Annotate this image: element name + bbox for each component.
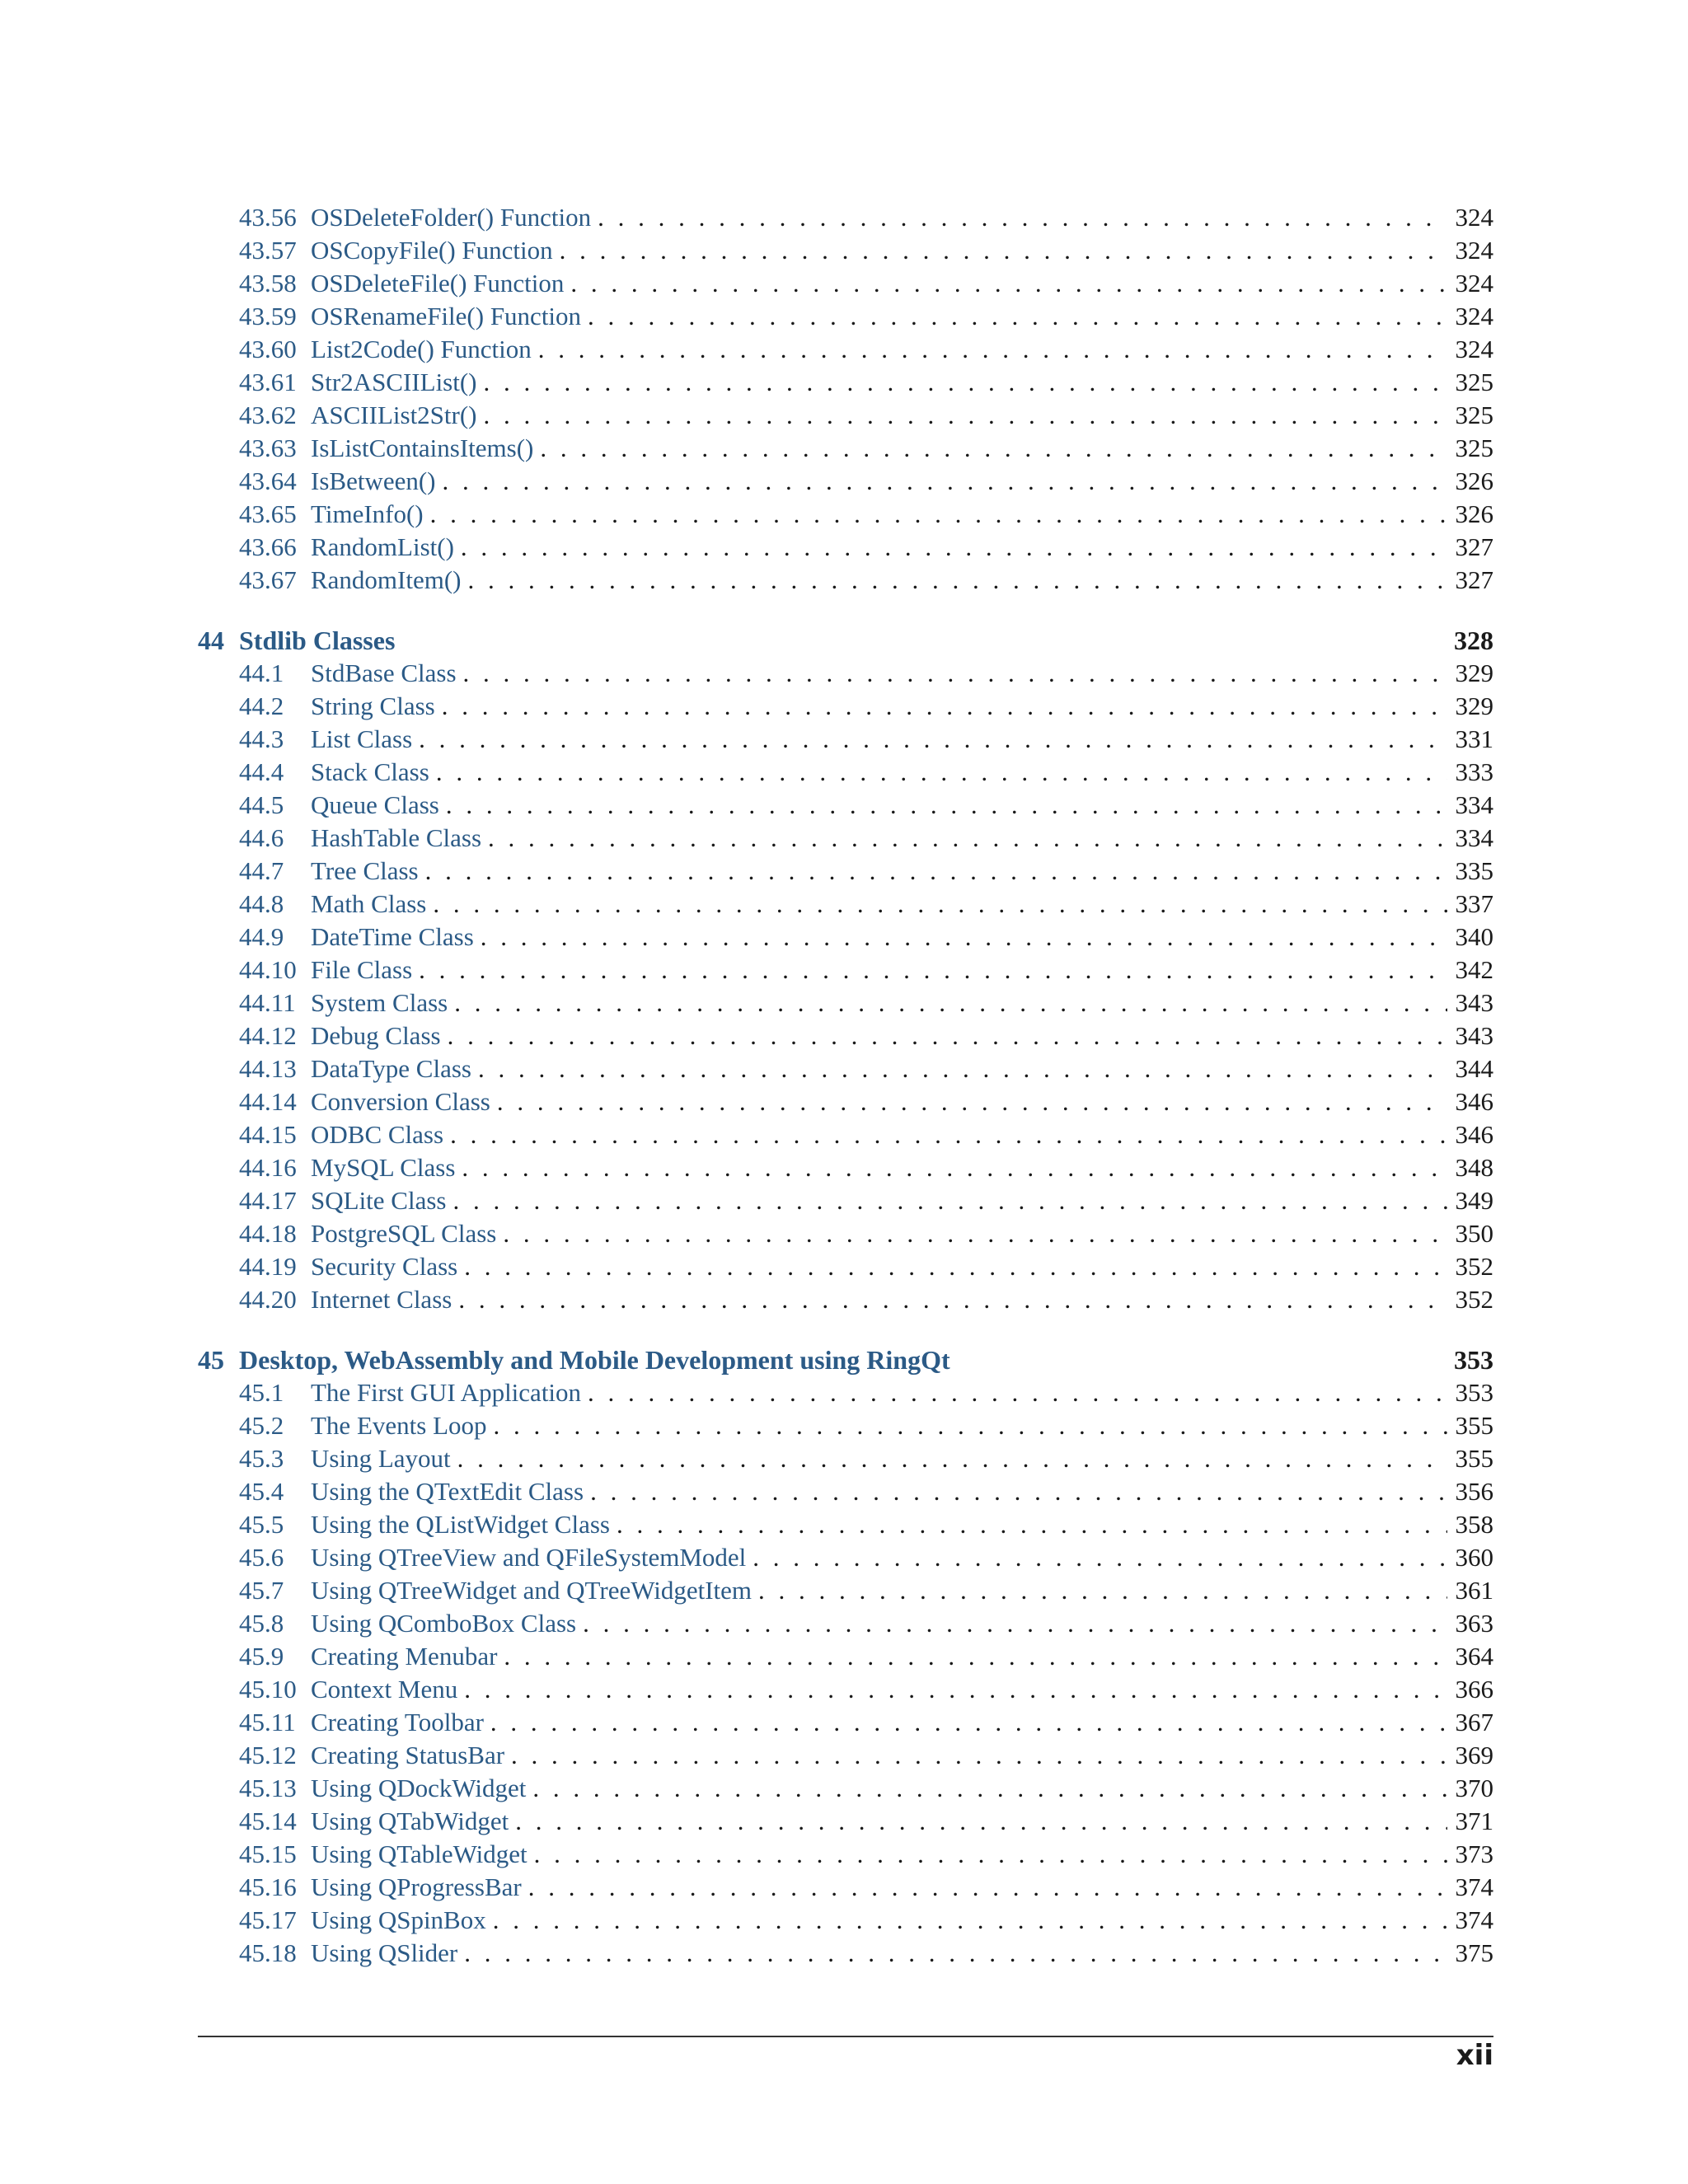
- toc-entry[interactable]: [198, 1250, 1493, 1283]
- toc-entry[interactable]: [198, 1508, 1493, 1541]
- dot-leader: [570, 267, 1447, 300]
- toc-entry[interactable]: [198, 1019, 1493, 1052]
- toc-entry[interactable]: [198, 333, 1493, 366]
- entry-number: 44.14: [239, 1087, 297, 1116]
- entry-page-number: 361: [1455, 1576, 1493, 1605]
- entry-page-number: 340: [1455, 922, 1493, 951]
- entry-page-number: 373: [1455, 1840, 1493, 1868]
- entry-number: 45.18: [239, 1938, 297, 1967]
- dot-leader: [478, 1052, 1447, 1085]
- entry-number: 45.14: [239, 1807, 297, 1835]
- entry-title-link[interactable]: Stack Class: [311, 757, 429, 786]
- entry-title-link[interactable]: HashTable Class: [311, 823, 482, 852]
- entry-page-number: 375: [1455, 1938, 1493, 1967]
- entry-page-number: 324: [1455, 203, 1493, 232]
- entry-title-link[interactable]: DateTime Class: [311, 922, 474, 951]
- entry-number: 44.4: [239, 757, 284, 786]
- dot-leader: [511, 1739, 1447, 1772]
- entry-page-number: 324: [1455, 302, 1493, 330]
- toc-entry[interactable]: [198, 366, 1493, 399]
- entry-title-link[interactable]: StdBase Class: [311, 658, 457, 687]
- dot-leader: [504, 1640, 1447, 1673]
- entry-title-link[interactable]: Queue Class: [311, 790, 439, 819]
- entry-page-number: 324: [1455, 335, 1493, 363]
- dot-leader: [534, 1838, 1447, 1871]
- dot-leader: [588, 300, 1447, 333]
- chapter-title[interactable]: Stdlib Classes: [239, 626, 396, 655]
- toc-entry[interactable]: [198, 300, 1493, 333]
- entry-title-link[interactable]: Using QSlider: [311, 1938, 458, 1967]
- dot-leader: [758, 1574, 1447, 1607]
- entry-number: 45.6: [239, 1543, 284, 1572]
- entry-page-number: 366: [1455, 1675, 1493, 1704]
- dot-leader: [443, 465, 1448, 498]
- entry-page-number: 329: [1455, 658, 1493, 687]
- entry-number: 45.4: [239, 1477, 284, 1506]
- entry-number: 45.17: [239, 1905, 297, 1934]
- entry-title-link[interactable]: Using QComboBox Class: [311, 1609, 577, 1638]
- entry-title-link[interactable]: System Class: [311, 988, 448, 1017]
- toc-entry[interactable]: [198, 756, 1493, 789]
- entry-page-number: 326: [1455, 466, 1493, 495]
- dot-leader: [490, 1706, 1447, 1739]
- toc-entry[interactable]: [198, 531, 1493, 564]
- chapter-number: 45: [198, 1345, 224, 1375]
- dot-leader: [463, 657, 1447, 690]
- entry-number: 44.10: [239, 955, 297, 984]
- entry-page-number: 327: [1455, 565, 1493, 594]
- entry-number: 43.60: [239, 335, 297, 363]
- entry-title-link[interactable]: Debug Class: [311, 1021, 441, 1050]
- entry-number: 45.13: [239, 1774, 297, 1802]
- entry-title-link[interactable]: Context Menu: [311, 1675, 458, 1704]
- dot-leader: [493, 1904, 1447, 1937]
- toc-entry[interactable]: [198, 1184, 1493, 1217]
- toc-entry[interactable]: [198, 1640, 1493, 1673]
- toc-entry[interactable]: [198, 1442, 1493, 1475]
- entry-page-number: 331: [1455, 724, 1493, 753]
- toc-entry[interactable]: [198, 432, 1493, 465]
- entry-title-link[interactable]: Creating StatusBar: [311, 1741, 505, 1769]
- chapter-page-number: 353: [1454, 1345, 1493, 1375]
- dot-leader: [448, 1019, 1447, 1052]
- dot-leader: [617, 1508, 1447, 1541]
- toc-entry[interactable]: [198, 1283, 1493, 1316]
- entry-title-link[interactable]: OSDeleteFolder() Function: [311, 203, 592, 232]
- footer-divider: [198, 2036, 1493, 2037]
- entry-number: 45.2: [239, 1411, 284, 1440]
- entry-title-link[interactable]: RandomItem(): [311, 565, 462, 594]
- entry-page-number: 348: [1455, 1153, 1493, 1182]
- entry-title-link[interactable]: Using QSpinBox: [311, 1905, 486, 1934]
- toc-entry[interactable]: [198, 723, 1493, 756]
- entry-page-number: 349: [1455, 1186, 1493, 1215]
- entry-page-number: 352: [1455, 1285, 1493, 1314]
- toc-entry[interactable]: [198, 1118, 1493, 1151]
- chapter-number: 44: [198, 626, 224, 655]
- dot-leader: [454, 987, 1447, 1019]
- entry-page-number: 367: [1455, 1708, 1493, 1736]
- dot-leader: [450, 1118, 1447, 1151]
- dot-leader: [753, 1541, 1447, 1574]
- toc-entry[interactable]: [198, 1706, 1493, 1739]
- entry-title-link[interactable]: List Class: [311, 724, 413, 753]
- toc-entry[interactable]: [198, 1376, 1493, 1409]
- dot-leader: [515, 1805, 1447, 1838]
- dot-leader: [583, 1607, 1447, 1640]
- toc-entry[interactable]: [198, 1805, 1493, 1838]
- entry-page-number: 329: [1455, 691, 1493, 720]
- toc-entry[interactable]: [198, 690, 1493, 723]
- toc-entry[interactable]: [198, 1052, 1493, 1085]
- entry-page-number: 343: [1455, 988, 1493, 1017]
- dot-leader: [457, 1442, 1447, 1475]
- entry-number: 44.3: [239, 724, 284, 753]
- dot-leader: [590, 1475, 1447, 1508]
- entry-number: 45.1: [239, 1378, 284, 1407]
- dot-leader: [419, 954, 1447, 987]
- entry-number: 44.16: [239, 1153, 297, 1182]
- entry-title-link[interactable]: Internet Class: [311, 1285, 452, 1314]
- entry-title-link[interactable]: OSRenameFile() Function: [311, 302, 582, 330]
- entry-number: 45.11: [239, 1708, 296, 1736]
- entry-title-link[interactable]: Using the QListWidget Class: [311, 1510, 610, 1539]
- dot-leader: [497, 1085, 1447, 1118]
- entry-page-number: 350: [1455, 1219, 1493, 1248]
- entry-page-number: 358: [1455, 1510, 1493, 1539]
- toc-entry[interactable]: [198, 1739, 1493, 1772]
- entry-title-link[interactable]: Str2ASCIIList(): [311, 368, 477, 396]
- toc-entry[interactable]: [198, 1085, 1493, 1118]
- entry-page-number: 325: [1455, 368, 1493, 396]
- entry-number: 44.20: [239, 1285, 297, 1314]
- entry-number: 43.67: [239, 565, 297, 594]
- entry-title-link[interactable]: Using QTableWidget: [311, 1840, 528, 1868]
- entry-number: 43.63: [239, 434, 297, 462]
- entry-title-link[interactable]: IsListContainsItems(): [311, 434, 534, 462]
- toc-entry[interactable]: [198, 1838, 1493, 1871]
- entry-page-number: 327: [1455, 532, 1493, 561]
- toc-entry[interactable]: [198, 1541, 1493, 1574]
- entry-title-link[interactable]: SQLite Class: [311, 1186, 447, 1215]
- entry-page-number: 335: [1455, 856, 1493, 885]
- entry-title-link[interactable]: PostgreSQL Class: [311, 1219, 497, 1248]
- entry-page-number: 356: [1455, 1477, 1493, 1506]
- entry-title-link[interactable]: Security Class: [311, 1252, 458, 1281]
- entry-title-link[interactable]: List2Code() Function: [311, 335, 532, 363]
- entry-title-link[interactable]: Creating Toolbar: [311, 1708, 484, 1736]
- entry-page-number: 337: [1455, 889, 1493, 918]
- dot-leader: [462, 1151, 1447, 1184]
- toc-entry[interactable]: [198, 399, 1493, 432]
- toc-entry[interactable]: [198, 1871, 1493, 1904]
- entry-number: 44.13: [239, 1054, 297, 1083]
- entry-page-number: 325: [1455, 434, 1493, 462]
- entry-page-number: 360: [1455, 1543, 1493, 1572]
- toc-entry[interactable]: [198, 1217, 1493, 1250]
- entry-title-link[interactable]: Creating Menubar: [311, 1642, 498, 1671]
- toc-entry[interactable]: [198, 234, 1493, 267]
- toc-entry[interactable]: [198, 201, 1493, 234]
- toc-entry[interactable]: [198, 1574, 1493, 1607]
- dot-leader: [464, 1250, 1447, 1283]
- chapter-page-number: 328: [1454, 626, 1493, 655]
- entry-title-link[interactable]: Using Layout: [311, 1444, 451, 1473]
- entry-title-link[interactable]: DataType Class: [311, 1054, 471, 1083]
- toc-entry[interactable]: [198, 267, 1493, 300]
- toc-entry[interactable]: [198, 1673, 1493, 1706]
- dot-leader: [588, 1376, 1447, 1409]
- entry-title-link[interactable]: RandomList(): [311, 532, 454, 561]
- entry-page-number: 364: [1455, 1642, 1493, 1671]
- entry-title-link[interactable]: Tree Class: [311, 856, 419, 885]
- entry-page-number: 355: [1455, 1444, 1493, 1473]
- dot-leader: [484, 399, 1448, 432]
- entry-number: 43.65: [239, 499, 297, 528]
- entry-page-number: 324: [1455, 269, 1493, 298]
- entry-number: 44.9: [239, 922, 284, 951]
- dot-leader: [425, 855, 1447, 888]
- toc-entry[interactable]: [198, 1151, 1493, 1184]
- toc-entry[interactable]: [198, 498, 1493, 531]
- entry-number: 43.66: [239, 532, 297, 561]
- dot-leader: [598, 201, 1447, 234]
- dot-leader: [540, 432, 1447, 465]
- entry-number: 45.16: [239, 1872, 297, 1901]
- entry-page-number: 374: [1455, 1905, 1493, 1934]
- dot-leader: [528, 1871, 1447, 1904]
- entry-number: 44.18: [239, 1219, 297, 1248]
- entry-number: 44.15: [239, 1120, 297, 1149]
- toc-entry[interactable]: [198, 1904, 1493, 1937]
- entry-title-link[interactable]: IsBetween(): [311, 466, 436, 495]
- toc-entry[interactable]: [198, 1937, 1493, 1970]
- entry-page-number: 326: [1455, 499, 1493, 528]
- entry-title-link[interactable]: Using QTreeWidget and QTreeWidgetItem: [311, 1576, 753, 1605]
- entry-page-number: 353: [1455, 1378, 1493, 1407]
- entry-page-number: 371: [1455, 1807, 1493, 1835]
- entry-title-link[interactable]: MySQL Class: [311, 1153, 456, 1182]
- entry-title-link[interactable]: OSDeleteFile() Function: [311, 269, 565, 298]
- toc-entry[interactable]: [198, 987, 1493, 1019]
- entry-title-link[interactable]: OSCopyFile() Function: [311, 236, 553, 265]
- toc-entry[interactable]: [198, 1772, 1493, 1805]
- entry-title-link[interactable]: Using QProgressBar: [311, 1872, 522, 1901]
- entry-page-number: 325: [1455, 401, 1493, 429]
- entry-page-number: 346: [1455, 1120, 1493, 1149]
- entry-number: 43.64: [239, 466, 297, 495]
- toc-chapter-heading[interactable]: [198, 1343, 1493, 1376]
- entry-title-link[interactable]: The First GUI Application: [311, 1378, 582, 1407]
- entry-page-number: 346: [1455, 1087, 1493, 1116]
- entry-number: 44.17: [239, 1186, 297, 1215]
- entry-page-number: 369: [1455, 1741, 1493, 1769]
- entry-page-number: 343: [1455, 1021, 1493, 1050]
- toc-entry[interactable]: [198, 564, 1493, 597]
- toc-entry[interactable]: [198, 1607, 1493, 1640]
- dot-leader: [468, 564, 1447, 597]
- entry-number: 43.56: [239, 203, 297, 232]
- entry-title-link[interactable]: Math Class: [311, 889, 427, 918]
- dot-leader: [560, 234, 1447, 267]
- dot-leader: [458, 1283, 1447, 1316]
- entry-title-link[interactable]: Using QTabWidget: [311, 1807, 509, 1835]
- entry-number: 45.12: [239, 1741, 297, 1769]
- entry-title-link[interactable]: File Class: [311, 955, 413, 984]
- dot-leader: [464, 1937, 1447, 1970]
- entry-title-link[interactable]: Using the QTextEdit Class: [311, 1477, 584, 1506]
- entry-number: 44.1: [239, 658, 284, 687]
- entry-number: 43.61: [239, 368, 297, 396]
- dot-leader: [481, 921, 1447, 954]
- dot-leader: [442, 690, 1447, 723]
- dot-leader: [538, 333, 1447, 366]
- entry-page-number: 324: [1455, 236, 1493, 265]
- entry-page-number: 333: [1455, 757, 1493, 786]
- toc-entry[interactable]: [198, 954, 1493, 987]
- entry-number: 44.5: [239, 790, 284, 819]
- entry-number: 44.12: [239, 1021, 297, 1050]
- entry-number: 44.8: [239, 889, 284, 918]
- entry-number: 44.19: [239, 1252, 297, 1281]
- entry-title-link[interactable]: Using QDockWidget: [311, 1774, 527, 1802]
- toc-entry[interactable]: [198, 888, 1493, 921]
- entry-number: 45.9: [239, 1642, 284, 1671]
- dot-leader: [452, 1184, 1447, 1217]
- dot-leader: [464, 1673, 1447, 1706]
- dot-leader: [488, 822, 1447, 855]
- entry-number: 45.10: [239, 1675, 297, 1704]
- entry-number: 43.58: [239, 269, 297, 298]
- entry-number: 44.11: [239, 988, 296, 1017]
- entry-page-number: 352: [1455, 1252, 1493, 1281]
- toc-entry[interactable]: [198, 1409, 1493, 1442]
- footer-page-number: xii: [1456, 2039, 1493, 2072]
- entry-page-number: 344: [1455, 1054, 1493, 1083]
- entry-number: 45.3: [239, 1444, 284, 1473]
- entry-number: 45.8: [239, 1609, 284, 1638]
- dot-leader: [532, 1772, 1447, 1805]
- entry-number: 43.62: [239, 401, 297, 429]
- dot-leader: [436, 756, 1447, 789]
- dot-leader: [419, 723, 1447, 756]
- entry-page-number: 334: [1455, 823, 1493, 852]
- toc-chapter-heading[interactable]: [198, 624, 1493, 657]
- entry-title-link[interactable]: String Class: [311, 691, 435, 720]
- dot-leader: [433, 888, 1447, 921]
- entry-title-link[interactable]: The Events Loop: [311, 1411, 487, 1440]
- entry-page-number: 374: [1455, 1872, 1493, 1901]
- entry-number: 44.6: [239, 823, 284, 852]
- dot-leader: [503, 1217, 1447, 1250]
- dot-leader: [494, 1409, 1447, 1442]
- entry-page-number: 355: [1455, 1411, 1493, 1440]
- chapter-title[interactable]: Desktop, WebAssembly and Mobile Development using RingQt: [239, 1345, 950, 1375]
- table-of-contents: [198, 201, 1493, 1970]
- entry-title-link[interactable]: TimeInfo(): [311, 499, 424, 528]
- toc-entry[interactable]: [198, 855, 1493, 888]
- entry-number: 45.7: [239, 1576, 284, 1605]
- toc-entry[interactable]: [198, 1475, 1493, 1508]
- entry-page-number: 363: [1455, 1609, 1493, 1638]
- entry-number: 45.15: [239, 1840, 297, 1868]
- entry-page-number: 334: [1455, 790, 1493, 819]
- toc-entry[interactable]: [198, 921, 1493, 954]
- toc-entry[interactable]: [198, 789, 1493, 822]
- dot-leader: [461, 531, 1447, 564]
- entry-number: 45.5: [239, 1510, 284, 1539]
- entry-number: 44.2: [239, 691, 284, 720]
- entry-number: 44.7: [239, 856, 284, 885]
- entry-page-number: 370: [1455, 1774, 1493, 1802]
- toc-entry[interactable]: [198, 657, 1493, 690]
- dot-leader: [446, 789, 1447, 822]
- toc-entry[interactable]: [198, 822, 1493, 855]
- entry-title-link[interactable]: Using QTreeView and QFileSystemModel: [311, 1543, 747, 1572]
- entry-title-link[interactable]: Conversion Class: [311, 1087, 490, 1116]
- entry-page-number: 342: [1455, 955, 1493, 984]
- entry-title-link[interactable]: ODBC Class: [311, 1120, 444, 1149]
- dot-leader: [484, 366, 1448, 399]
- entry-title-link[interactable]: ASCIIList2Str(): [311, 401, 477, 429]
- entry-number: 43.59: [239, 302, 297, 330]
- dot-leader: [430, 498, 1447, 531]
- entry-number: 43.57: [239, 236, 297, 265]
- toc-entry[interactable]: [198, 465, 1493, 498]
